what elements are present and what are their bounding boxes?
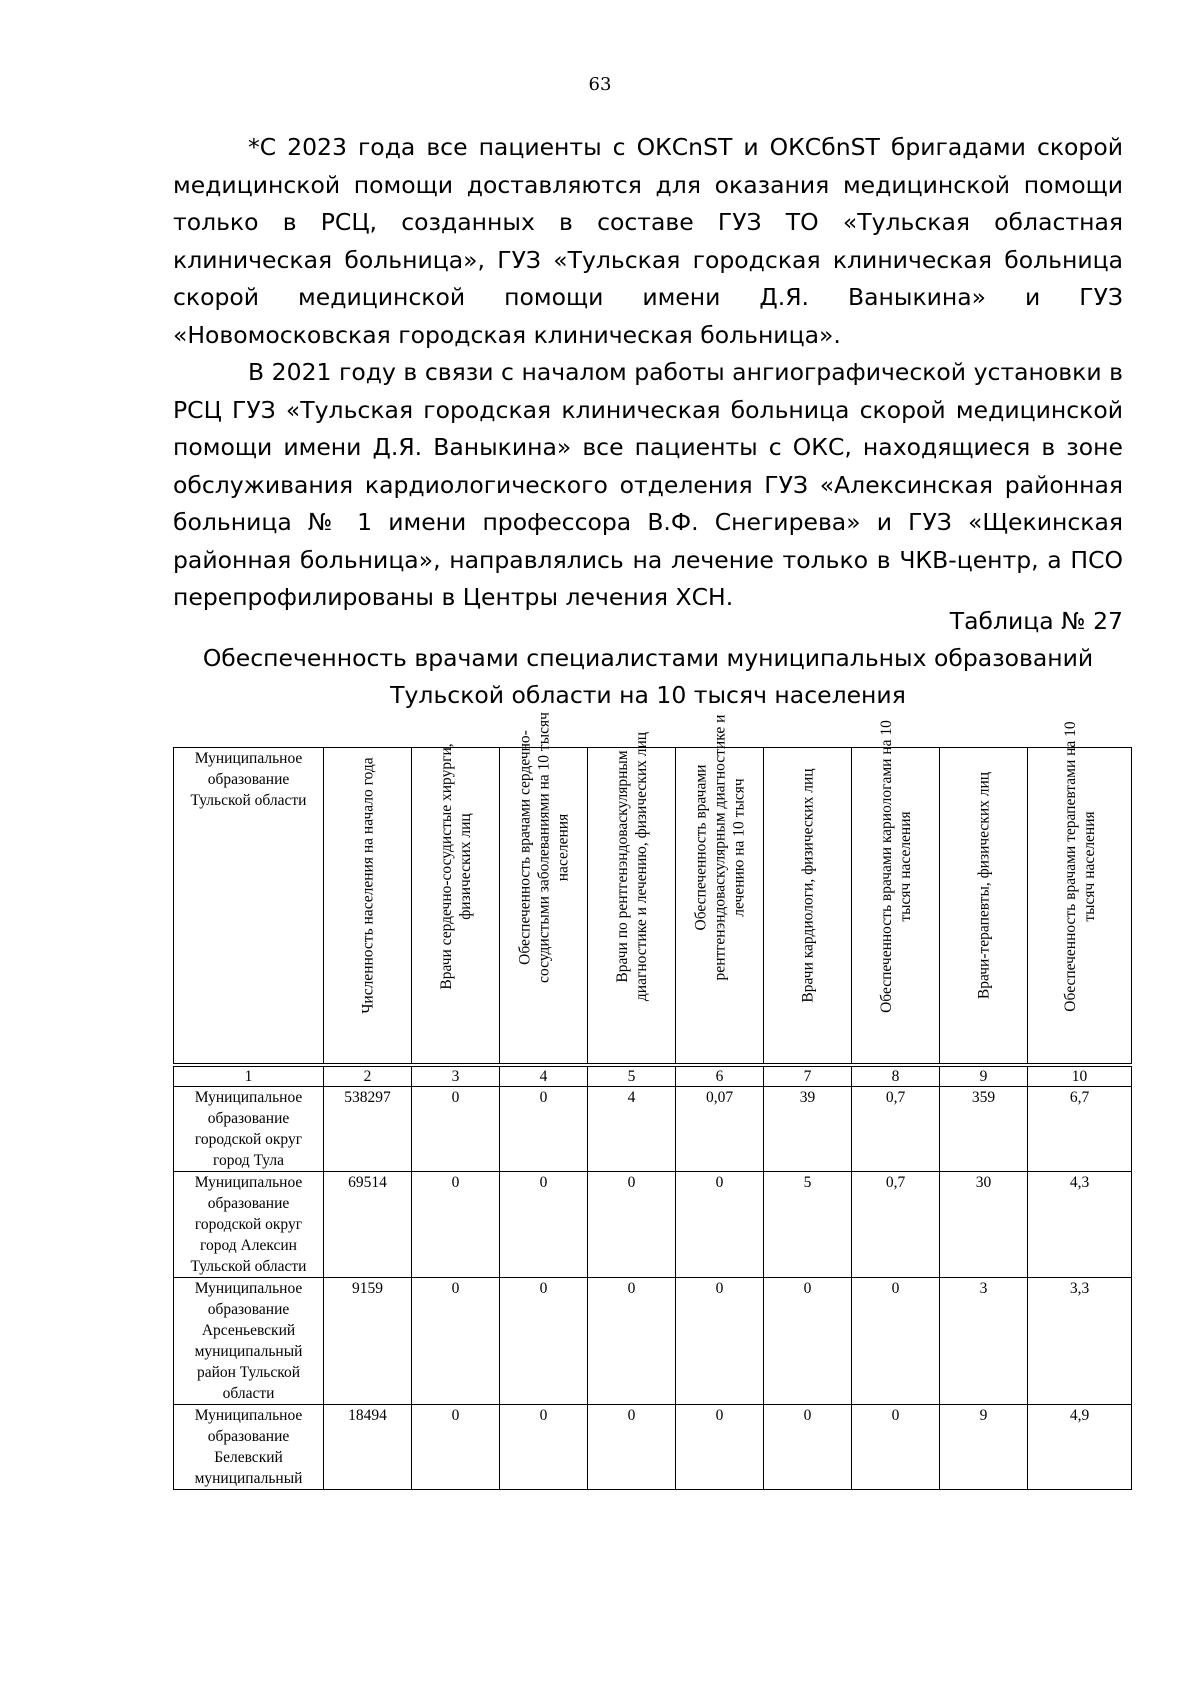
- header-text: Обеспеченность врачами терапевтами на 10 тысяч населения: [1061, 721, 1098, 1012]
- data-cell: 4,3: [1028, 1172, 1132, 1278]
- header-text: Врачи кардиологи, физических лиц: [799, 768, 816, 1003]
- data-cell: 0: [412, 1278, 500, 1405]
- data-cell: 0: [500, 1087, 588, 1172]
- header-text: Численность населения на начало года: [359, 757, 376, 1014]
- data-cell: 0: [764, 1278, 852, 1405]
- header-text: Обеспеченность врачами сердечно-сосудистыми заболеваниями на 10 тысяч населения: [516, 712, 571, 983]
- paragraph-footnote: [173, 129, 1123, 354]
- column-number: 4: [500, 1065, 588, 1087]
- municipality-name: Муниципальное образование Арсеньевский муниципальный район Тульской области: [174, 1278, 324, 1405]
- data-cell: 9: [940, 1405, 1028, 1490]
- data-cell: 0: [852, 1405, 940, 1490]
- staffing-table: [173, 712, 1132, 1490]
- data-cell: 0: [676, 1172, 764, 1278]
- data-cell: 0: [500, 1172, 588, 1278]
- column-number: 1: [174, 1065, 324, 1087]
- header-text: Врачи по рентгенэндоваскулярным диагностике и лечению, физических лиц: [613, 731, 650, 1002]
- population-cell: 69514: [324, 1172, 412, 1278]
- data-cell: 0: [412, 1405, 500, 1490]
- data-cell: 39: [764, 1087, 852, 1172]
- data-cell: 4: [588, 1087, 676, 1172]
- column-number: 5: [588, 1065, 676, 1087]
- data-cell: 30: [940, 1172, 1028, 1278]
- column-number-row: [174, 1065, 1132, 1087]
- data-cell: 0,7: [852, 1087, 940, 1172]
- population-cell: 9159: [324, 1278, 412, 1405]
- municipality-name: Муниципальное образование городской округ город Тула: [174, 1087, 324, 1172]
- data-cell: 0: [412, 1087, 500, 1172]
- column-number: 9: [940, 1065, 1028, 1087]
- header-text: Обеспеченность врачами рентгенэндоваскулярным диагностике и лечению на 10 тысяч: [692, 714, 747, 981]
- header-cell: [852, 720, 940, 1066]
- data-cell: 0: [500, 1405, 588, 1490]
- data-cell: 0: [764, 1405, 852, 1490]
- population-cell: 538297: [324, 1087, 412, 1172]
- table-title-line: Обеспеченность врачами специалистами муниципальных образований: [202, 644, 1094, 672]
- data-cell: 3,3: [1028, 1278, 1132, 1405]
- paragraph-text: В 2021 году в связи с началом работы ангиографической установки в РСЦ ГУЗ «Тульская городская клиническая больница скорой медицинской помощи имени Д.Я. Ваныкина» все пациенты с ОКС, находящиеся в зоне обслуживания кардиологического отделения ГУЗ «Алексинская районная больница № 1 имени профессора В.Ф. Снегирева» и ГУЗ «Щекинская районная больница», направлялись на лечение только в ЧКВ-центр, а ПСО перепрофилированы в Центры лечения ХСН.: [173, 358, 1123, 611]
- data-cell: 4,9: [1028, 1405, 1132, 1490]
- header-cell: [588, 731, 676, 1066]
- header-text: Обеспеченность врачами кариологами на 10 тысяч населения: [877, 720, 914, 1013]
- header-cell: [764, 748, 852, 1066]
- data-cell: 0,07: [676, 1087, 764, 1172]
- data-cell: 6,7: [1028, 1087, 1132, 1172]
- column-number: 6: [676, 1065, 764, 1087]
- table-row: [174, 1278, 1132, 1405]
- data-cell: 0: [412, 1172, 500, 1278]
- column-number: 8: [852, 1065, 940, 1087]
- header-text: Врачи-терапевты, физических лиц: [975, 771, 992, 1000]
- header-cell: [412, 743, 500, 1066]
- municipality-name: Муниципальное образование городской округ город Алексин Тульской области: [174, 1172, 324, 1278]
- municipality-name: Муниципальное образование Белевский муниципальный: [174, 1405, 324, 1490]
- page-number: 63: [588, 74, 612, 95]
- header-text: Врачи сердечно-сосудистые хирурги, физических лиц: [437, 743, 474, 990]
- table-number: Таблица № 27: [949, 607, 1123, 635]
- population-cell: 18494: [324, 1405, 412, 1490]
- header-cell: [940, 748, 1028, 1066]
- data-cell: 0: [588, 1405, 676, 1490]
- table-row: [174, 1405, 1132, 1490]
- table-row: [174, 1087, 1132, 1172]
- data-cell: 5: [764, 1172, 852, 1278]
- data-cell: 0: [676, 1278, 764, 1405]
- data-cell: 0: [852, 1278, 940, 1405]
- data-cell: 0: [588, 1172, 676, 1278]
- header-cell: Муниципальное образование Тульской области: [174, 748, 324, 1066]
- paragraph-text: *С 2023 года все пациенты с ОКСnST и ОКСбnST бригадами скорой медицинской помощи доставляются для оказания медицинской помощи только в РСЦ, созданных в составе ГУЗ ТО «Тульская областная клиническая больница», ГУЗ «Тульская городская клиническая больница скорой медицинской помощи имени Д.Я. Ваныкина» и ГУЗ «Новомосковская городская клиническая больница».: [173, 133, 1123, 349]
- table-title: [173, 640, 1123, 714]
- data-cell: 0: [588, 1278, 676, 1405]
- data-cell: 0: [500, 1278, 588, 1405]
- column-number: 2: [324, 1065, 412, 1087]
- header-cell: [1028, 721, 1132, 1066]
- data-cell: 359: [940, 1087, 1028, 1172]
- header-row: [174, 748, 1132, 1066]
- column-number: 7: [764, 1065, 852, 1087]
- header-cell: [500, 712, 588, 1066]
- data-cell: 0: [676, 1405, 764, 1490]
- column-number: 3: [412, 1065, 500, 1087]
- paragraph-2021: [173, 354, 1123, 617]
- table-title-line: Тульской области на 10 тысяч населения: [390, 681, 906, 709]
- data-cell: 3: [940, 1278, 1028, 1405]
- column-number: 10: [1028, 1065, 1132, 1087]
- header-cell: [676, 714, 764, 1066]
- table-row: [174, 1172, 1132, 1278]
- header-cell: [324, 748, 412, 1066]
- data-cell: 0,7: [852, 1172, 940, 1278]
